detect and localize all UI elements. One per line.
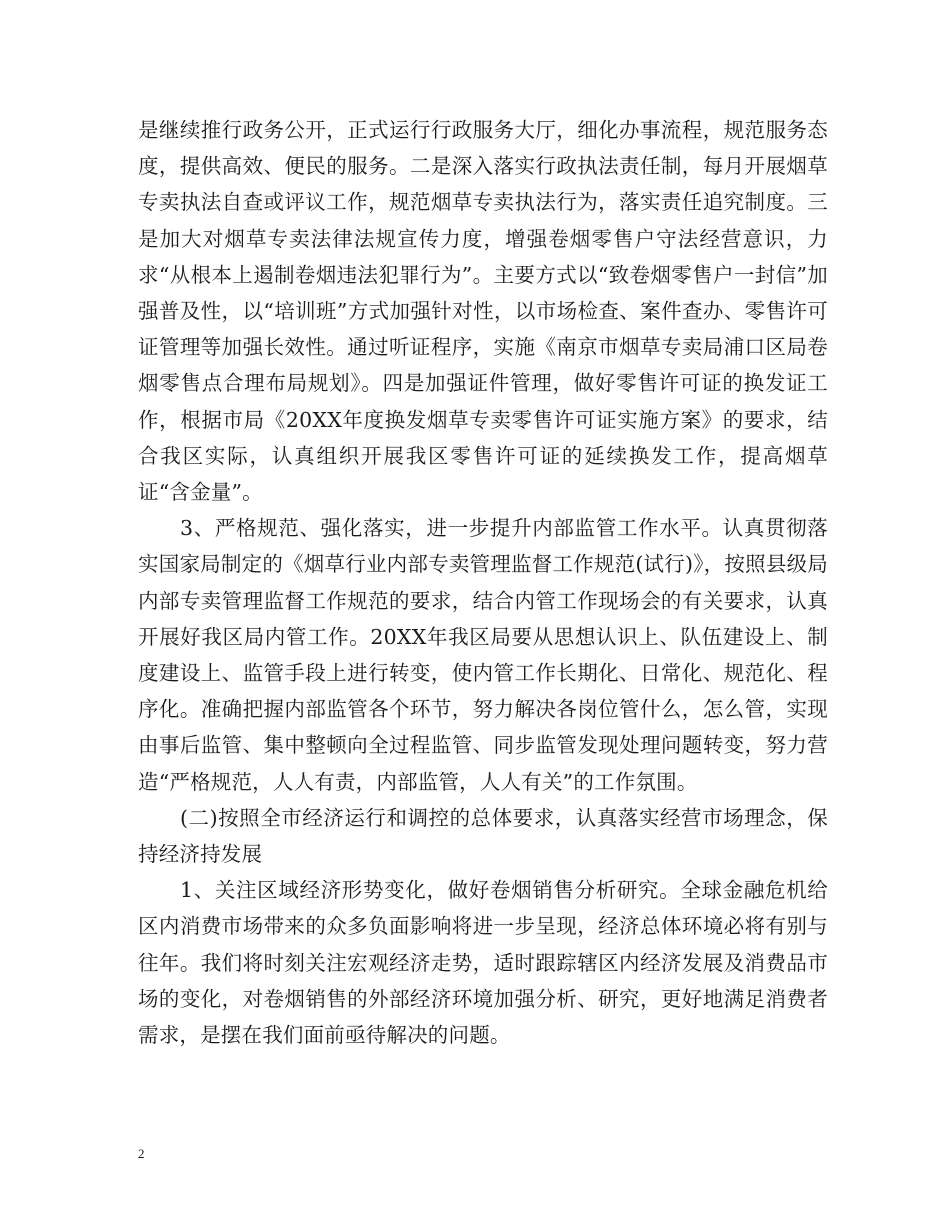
paragraph-1: 是继续推行政务公开，正式运行行政服务大厅，细化办事流程，规范服务态度，提供高效、便民的服务。二是深入落实行政执法责任制，每月开展烟草专卖执法自查或评议工作，规范烟草专卖执法行为，落实责任追究制度。三是加大对烟草专卖法律法规宣传力度，增强卷烟零售户守法经营意识，力求“从根本上遏制卷烟违法犯罪行为”。主要方式以“致卷烟零售户一封信”加强普及性，以“培训班”方式加强针对性，以市场检查、案件查办、零售许可证管理等加强长效性。通过听证程序，实施《南京市烟草专卖局浦口区局卷烟零售点合理布局规划》。四是加强证件管理，做好零售许可证的换发证工作，根据市局《20XX年度换发烟草专卖零售许可证实施方案》的要求，结合我区实际，认真组织开展我区零售许可证的延续换发工作，提高烟草证“含金量”。 [138, 118, 828, 505]
paragraph-4: 1、关注区域经济形势变化，做好卷烟销售分析研究。全球金融危机给区内消费市场带来的众多负面影响将进一步呈现，经济总体环境必将有别与往年。我们将时刻关注宏观经济走势，适时跟踪辖区内经济发展及消费品市场的变化，对卷烟销售的外部经济环境加强分析、研究，更好地满足消费者需求，是摆在我们面前亟待解决的问题。 [138, 878, 828, 1048]
paragraph-3-heading: (二)按照全市经济运行和调控的总体要求，认真落实经营市场理念，保持经济持发展 [138, 805, 828, 867]
paragraph-2: 3、严格规范、强化落实，进一步提升内部监管工作水平。认真贯彻落实国家局制定的《烟草行业内部专卖管理监督工作规范(试行)》，按照县级局内部专卖管理监督工作规范的要求，结合内管工作现场会的有关要求，认真开展好我区局内管工作。20XX年我区局要从思想认识上、队伍建设上、制度建设上、监管手段上进行转变，使内管工作长期化、日常化、规范化、程序化。准确把握内部监管各个环节，努力解决各岗位管什么，怎么管，实现由事后监管、集中整顿向全过程监管、同步监管发现处理问题转变，努力营造“严格规范，人人有责，内部监管，人人有关”的工作氛围。 [138, 516, 828, 794]
page-number: 2 [138, 1146, 145, 1161]
document-body [138, 112, 828, 1053]
